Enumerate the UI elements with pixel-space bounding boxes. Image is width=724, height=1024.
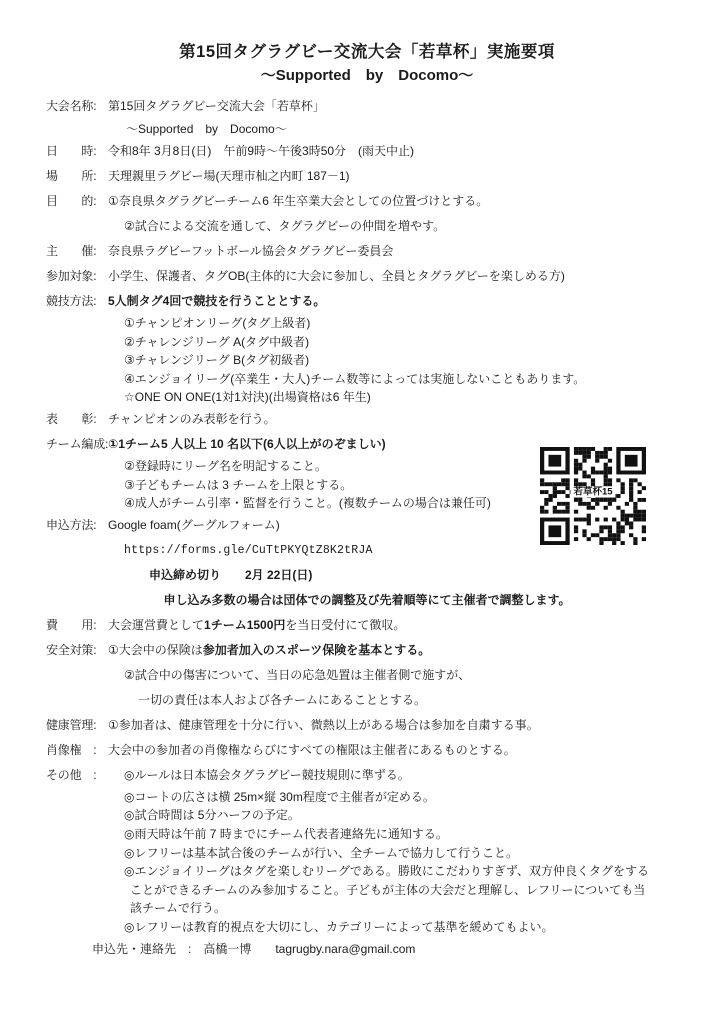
text-segment: ①1チーム5 人以上 10 名以下(6人以上がのぞましい) (108, 436, 386, 451)
text-segment: 大会運営費として (108, 617, 205, 632)
text-segment: ◎エンジョイリーグはタグを楽しむリーグである。勝敗にこだわりすぎず、双方仲良くタグをする (124, 864, 649, 879)
row-label: 大会名称: (46, 99, 97, 113)
doc-line (108, 806, 688, 825)
doc-row (46, 738, 688, 763)
row-label: 肖像権 : (46, 742, 97, 757)
doc-line (108, 638, 688, 663)
qr-code-label: 若草杯15 (570, 487, 615, 498)
text-segment: ③チャレンジリーグ B(タグ初級者) (124, 353, 310, 368)
doc-line (108, 825, 688, 844)
doc-line (46, 937, 688, 962)
text-segment: ことができるチームのみ参加すること。子どもが主体の大会だと理解し、レフリーについても当 (130, 882, 646, 897)
doc-line (108, 370, 688, 389)
text-segment: を当日受付にて徴収。 (285, 617, 406, 632)
doc-line (108, 663, 688, 688)
text-segment: ①チャンピオンリーグ(タグ上級者) (124, 316, 311, 330)
doc-line (108, 563, 688, 588)
doc-row (46, 588, 688, 613)
row-label: その他 : (46, 767, 97, 782)
text-segment: 小学生、保護者、タグOB(主体的に大会に参加し、全員とタグラグビーを楽しめる方) (108, 269, 565, 283)
doc-line (108, 713, 688, 738)
text-segment: 申し込み多数の場合は団体での調整及び先着順等にて主催者で調整します。 (163, 592, 571, 607)
text-segment: tagrugby.nara@gmail.com (275, 941, 416, 956)
text-segment: ◎レフリーは基本試合後のチームが行い、全チームで協力して行うこと。 (124, 845, 518, 860)
doc-line (108, 881, 688, 900)
text-segment: ①参加者は、健康管理を十分に行い、微熱以上がある場合は参加を自粛する事。 (108, 717, 539, 732)
doc-line (108, 264, 688, 289)
doc-line (108, 788, 688, 807)
doc-row (46, 638, 688, 713)
doc-line (108, 189, 688, 214)
text-segment: ②試合中の傷害について、当日の応急処置は主催者側で施すが、 (124, 667, 471, 682)
doc-line (108, 351, 688, 370)
row-label: 費 用: (46, 617, 97, 632)
text-segment: ②試合による交流を通して、タグラグビーの仲間を増やす。 (124, 219, 446, 233)
text-segment: 該チームで行う。 (130, 901, 227, 916)
text-segment: ◎レフリーは教育的視点を大切にし、カテゴリーによって基準を緩めてもよい。 (124, 919, 554, 934)
text-segment: 5人制タグ4回で競技を行うこととする。 (108, 294, 326, 308)
text-segment: ～Supported by Docomo～ (126, 122, 287, 136)
doc-row (46, 239, 688, 264)
doc-line (108, 239, 688, 264)
text-segment: ②チャレンジリーグ A(タグ中級者) (124, 334, 310, 349)
row-label: チーム編成: (46, 436, 109, 451)
row-label: 目 的: (46, 194, 97, 208)
text-segment: ◎雨天時は午前 7 時までにチーム代表者連絡先に通知する。 (124, 826, 448, 841)
text-segment: ◎コートの広さは横 25m×縦 30m程度で主催者が定める。 (124, 789, 435, 804)
doc-row (46, 713, 688, 738)
doc-row (46, 937, 688, 962)
doc-line (46, 588, 688, 613)
doc-row (46, 139, 688, 164)
row-label: 表 彰: (46, 411, 97, 426)
doc-line (108, 289, 688, 314)
doc-line (108, 139, 688, 164)
row-label: 競技方法: (46, 294, 97, 308)
text-segment: チャンピオンのみ表彰を行う。 (108, 411, 276, 426)
doc-line (108, 164, 688, 189)
text-segment: ④成人がチーム引率・監督を行うこと。(複数チームの場合は兼任可) (124, 496, 491, 511)
text-segment: ①奈良県タグラグビーチーム6 年生卒業大会としての位置づけとする。 (108, 194, 489, 208)
doc-row (46, 189, 688, 239)
doc-line (108, 738, 688, 763)
doc-line (108, 214, 688, 239)
doc-row (46, 763, 688, 937)
text-segment: ②登録時にリーグ名を明記すること。 (124, 458, 327, 473)
row-label: 日 時: (46, 144, 97, 158)
text-segment: 1チーム1500円 (204, 617, 286, 632)
text-segment: ◎ルールは日本協会タグラグビー競技規則に準ずる。 (124, 767, 410, 782)
text-segment: 大会中の参加者の肖像権ならびにすべての権限は主催者にあるものとする。 (108, 742, 516, 757)
doc-row (46, 289, 688, 407)
row-label: 健康管理: (46, 717, 97, 732)
doc-line (108, 94, 688, 119)
page-subtitle: ～Supported by Docomo～ (260, 67, 474, 84)
doc-line (108, 763, 688, 788)
text-segment: 令和8年 3月8日(日) 午前9時～午後3時50分 (雨天中止) (108, 144, 415, 158)
text-segment: 申込先・連絡先 : 高橋一博 (92, 941, 276, 956)
text-segment: 申込締め切り 2月 22日(日) (149, 567, 313, 582)
doc-line (108, 388, 688, 407)
doc-line (108, 119, 688, 139)
page-title: 第15回タグラグビー交流大会「若草杯」実施要項 (179, 43, 555, 61)
text-segment: 第15回タグラグビー交流大会「若草杯」 (108, 99, 325, 113)
text-segment: ④エンジョイリーグ(卒業生・大人)チーム数等によっては実施しないこともあります。 (124, 371, 586, 386)
row-label: 申込方法: (46, 517, 97, 532)
qr-code (540, 447, 646, 545)
doc-row (46, 264, 688, 289)
doc-line (108, 844, 688, 863)
doc-row (46, 407, 688, 432)
doc-row (46, 94, 688, 139)
text-segment: 奈良県ラグビーフットボール協会タグラグビー委員会 (108, 244, 394, 258)
row-label: 安全対策: (46, 642, 97, 657)
doc-line (108, 333, 688, 352)
doc-row (46, 164, 688, 189)
doc-line (108, 314, 688, 333)
row-label: 主 催: (46, 244, 97, 258)
doc-line (108, 918, 688, 937)
doc-row (46, 613, 688, 638)
text-segment: 一切の責任は本人および各チームにあることとする。 (138, 692, 427, 707)
text-segment: ①大会中の保険は (108, 642, 203, 657)
doc-line (108, 407, 688, 432)
doc-line (108, 862, 688, 881)
text-segment: https://forms.gle/CuTtPKYQtZ8K2tRJA (124, 543, 373, 557)
doc-line (108, 688, 688, 713)
row-label: 参加対象: (46, 269, 97, 283)
row-label: 場 所: (46, 169, 97, 183)
text-segment: 天理親里ラグビー場(天理市杣之内町 187－1) (108, 169, 350, 183)
text-segment: ③子どもチームは 3 チームを上限とする。 (124, 477, 353, 492)
doc-line (108, 613, 688, 638)
text-segment: 参加者加入のスポーツ保険を基本とする。 (202, 642, 431, 657)
doc-line (108, 899, 688, 918)
text-segment: ◎試合時間は 5分ハーフの予定。 (124, 808, 300, 823)
text-segment: ☆ONE ON ONE(1対1対決)(出場資格は6 年生) (124, 390, 371, 405)
text-segment: Google foam(グーグルフォーム) (108, 517, 280, 532)
